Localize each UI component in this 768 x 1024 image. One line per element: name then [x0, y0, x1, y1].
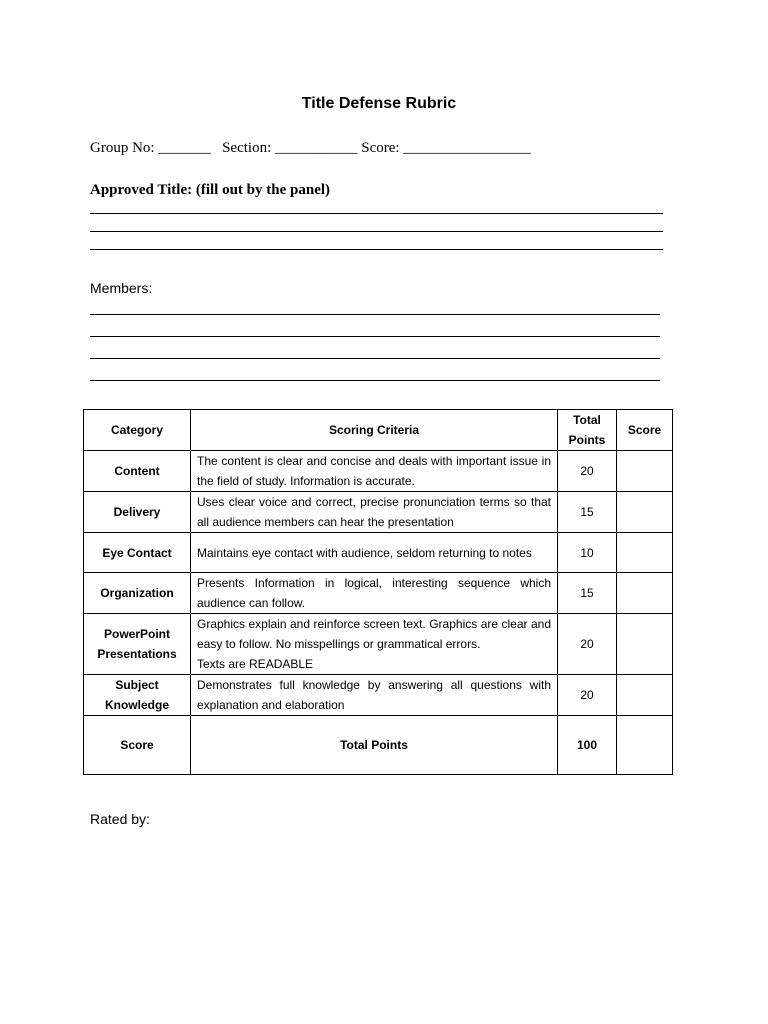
table-row	[84, 492, 673, 533]
row-points: 20	[558, 675, 617, 716]
members-line-1	[90, 314, 660, 315]
row-points: 15	[558, 573, 617, 614]
table-footer-row	[84, 716, 673, 775]
footer-score-cell[interactable]	[617, 716, 673, 775]
row-criteria: Maintains eye contact with audience, seldom returning to notes	[191, 533, 558, 573]
rated-by-label: Rated by:	[90, 811, 150, 827]
table-row	[84, 533, 673, 573]
row-points: 10	[558, 533, 617, 573]
footer-score-label: Score	[84, 716, 191, 775]
row-points: 15	[558, 492, 617, 533]
table-row	[84, 675, 673, 716]
row-score-cell[interactable]	[617, 675, 673, 716]
row-criteria: Uses clear voice and correct, precise pronunciation terms so that all audience members can hear the presentation	[191, 492, 558, 533]
row-score-cell[interactable]	[617, 614, 673, 675]
members-line-3	[90, 358, 660, 359]
row-criteria: The content is clear and concise and deals with important issue in the field of study. Information is accurate.	[191, 451, 558, 492]
row-category: Eye Contact	[84, 533, 191, 573]
group-section-score-line: Group No: _______ Section: ___________ Score: _________________	[90, 140, 531, 156]
row-points: 20	[558, 451, 617, 492]
header-scoring-criteria: Scoring Criteria	[191, 410, 558, 451]
row-category: PowerPoint Presentations	[84, 614, 191, 675]
row-category: Organization	[84, 573, 191, 614]
header-total-points: Total Points	[558, 410, 617, 451]
row-category: Content	[84, 451, 191, 492]
members-line-2	[90, 336, 660, 337]
header-category: Category	[84, 410, 191, 451]
table-row	[84, 451, 673, 492]
row-criteria-text: Graphics explain and reinforce screen text. Graphics are clear and easy to follow. No misspellings or grammatical errors.	[197, 617, 551, 651]
members-line-4	[90, 380, 660, 381]
row-score-cell[interactable]	[617, 533, 673, 573]
table-row	[84, 614, 673, 675]
row-score-cell[interactable]	[617, 492, 673, 533]
header-score: Score	[617, 410, 673, 451]
approved-title-label: Approved Title: (fill out by the panel)	[90, 182, 331, 198]
table-row	[84, 573, 673, 614]
approved-title-line-1	[90, 213, 663, 214]
row-criteria: Demonstrates full knowledge by answering all questions with explanation and elaboration	[191, 675, 558, 716]
footer-total-points-label: Total Points	[191, 716, 558, 775]
row-criteria: Presents Information in logical, interesting sequence which audience can follow.	[191, 573, 558, 614]
row-category: Delivery	[84, 492, 191, 533]
row-points: 20	[558, 614, 617, 675]
row-category: Subject Knowledge	[84, 675, 191, 716]
row-score-cell[interactable]	[617, 573, 673, 614]
rubric-table	[83, 409, 673, 775]
row-criteria	[191, 614, 558, 675]
approved-title-line-3	[90, 249, 663, 250]
document-title: Title Defense Rubric	[301, 95, 457, 112]
row-criteria-extra: Texts are READABLE	[197, 657, 314, 671]
footer-total-value: 100	[558, 716, 617, 775]
table-header-row	[84, 410, 673, 451]
members-label: Members:	[90, 280, 153, 296]
row-score-cell[interactable]	[617, 451, 673, 492]
approved-title-line-2	[90, 231, 663, 232]
